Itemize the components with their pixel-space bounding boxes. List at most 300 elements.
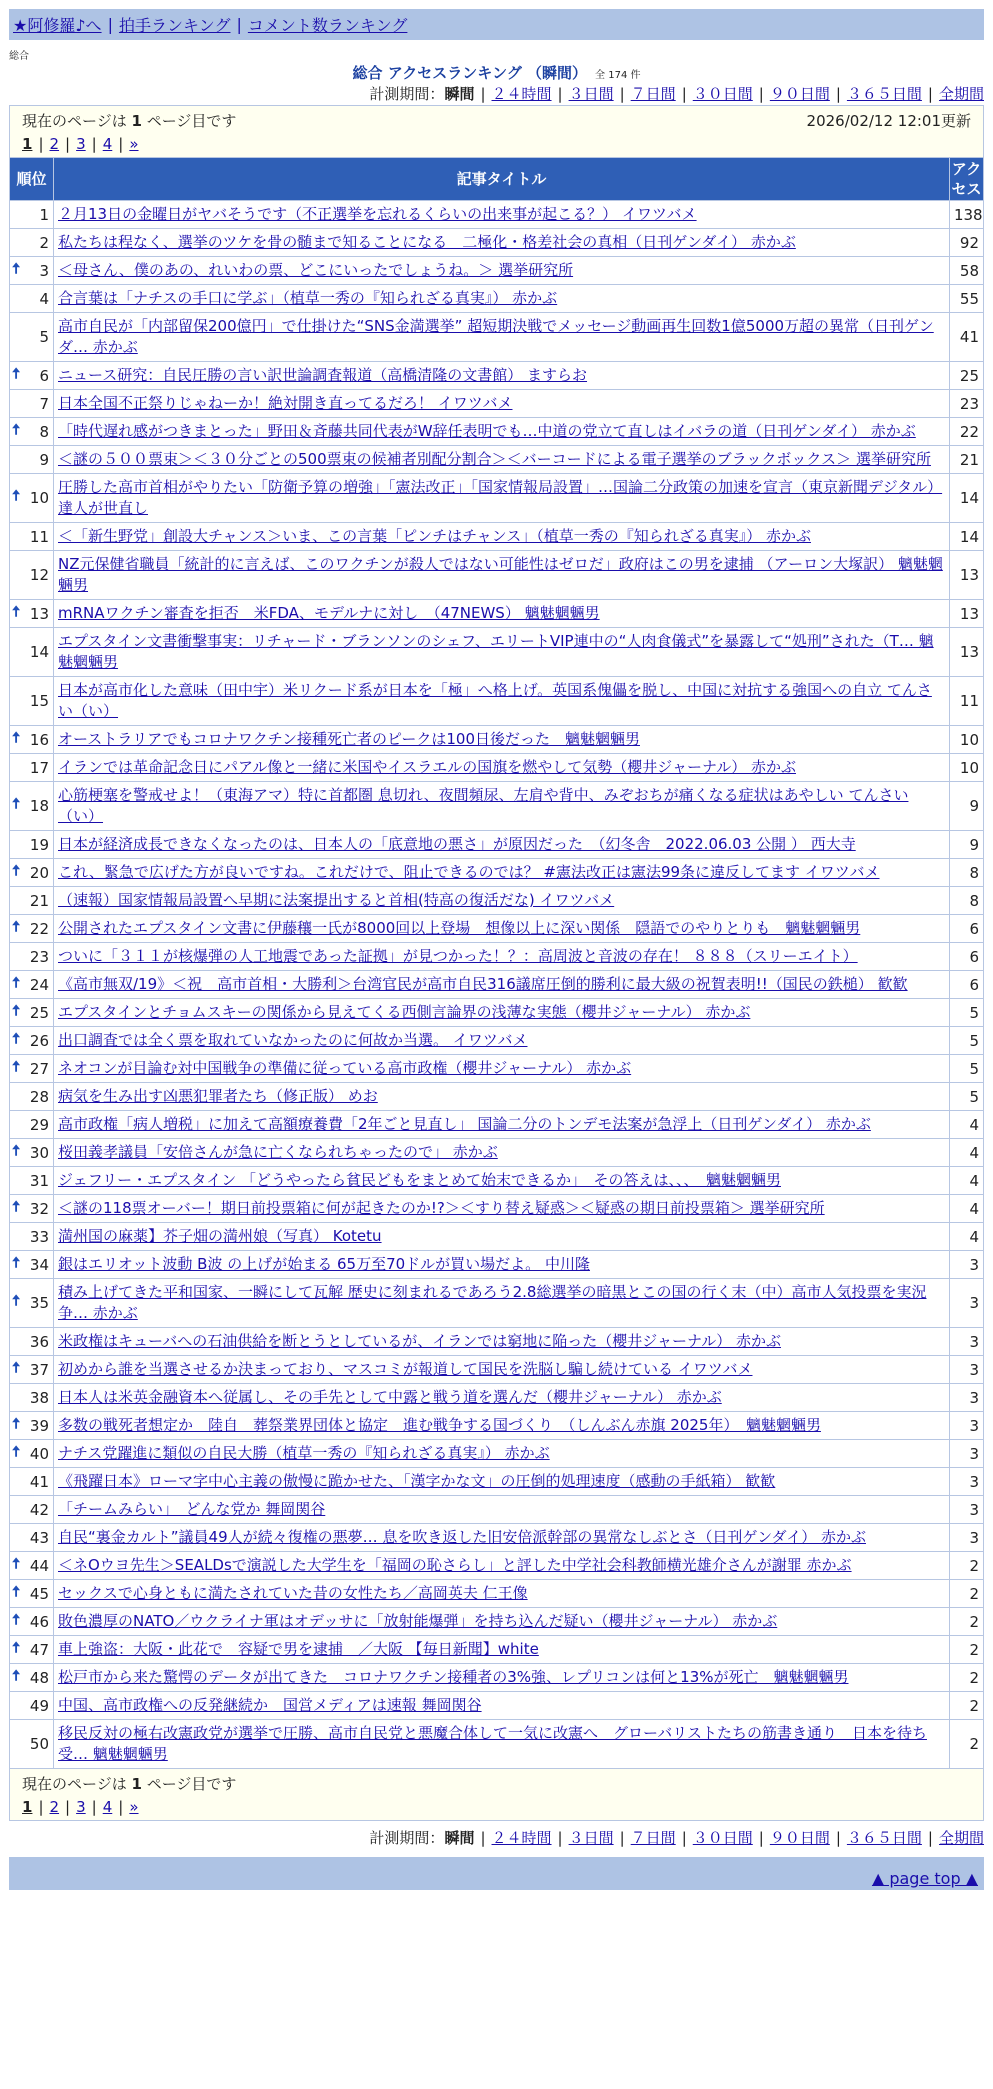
rank-number: 1 [39,205,49,224]
article-link[interactable]: 銀はエリオット波動 B波 の上げが始まる 65万至70ドルが買い場だよ。 中川隆 [58,1255,590,1273]
article-link[interactable]: ＜母さん、僕のあの、れいわの票、どこにいったでしょうね。＞ 選挙研究所 [58,261,574,279]
access-count: 14 [949,474,983,523]
rank-cell [10,285,54,313]
access-count: 5 [949,1027,983,1055]
table-row [10,285,984,313]
rank-number: 15 [29,692,49,710]
access-count: 2 [949,1720,983,1769]
title-cell [54,971,950,999]
rank-cell [10,1111,54,1139]
rank-cell [10,257,54,285]
nav-separator: | [107,15,113,34]
rank-cell [10,1692,54,1720]
access-count: 10 [949,754,983,782]
article-link[interactable]: 車上強盗：大阪・此花で 容疑で男を逮捕 ／大阪 【毎日新聞】white [58,1640,539,1658]
article-link[interactable]: 敗色濃厚のNATO／ウクライナ軍はオデッサに「放射能爆弾」を持ち込んだ疑い（櫻井ジャーナル） 赤かぶ [58,1612,778,1630]
rank-number: 5 [39,328,49,346]
rank-number: 2 [39,233,49,252]
title-cell [54,1279,950,1328]
period-option-link[interactable]: ３６５日間 [846,1829,922,1847]
rank-number: 26 [29,1031,49,1050]
pager-page-2[interactable]: 2 [49,1798,60,1816]
table-row [10,1027,984,1055]
period-separator: | [557,85,563,103]
title-cell [54,1468,950,1496]
period-option-link[interactable]: ９０日間 [769,85,830,103]
title-cell [54,915,950,943]
title-cell [54,229,950,257]
rank-number: 6 [39,366,49,385]
period-current: 瞬間 [444,1829,475,1847]
access-count: 3 [949,1251,983,1279]
title-cell [54,1552,950,1580]
period-option-link[interactable]: ３６５日間 [846,85,922,103]
rank-number: 34 [29,1255,49,1274]
table-row [10,313,984,362]
article-link[interactable]: ＜謎の118票オーバー！期日前投票箱に何が起きたのか!?＞＜すり替え疑惑＞＜疑惑の期日前投票箱＞ 選挙研究所 [58,1199,825,1217]
period-option-link[interactable]: ７日間 [630,85,676,103]
article-link[interactable]: 公開されたエプスタイン文書に伊藤穰一氏が8000回以上登場 想像以上に深い関係 隠語でのやりとりも 魑魅魍魎男 [58,919,861,937]
rank-number: 11 [29,527,49,546]
rank-number: 45 [29,1584,49,1603]
access-count: 6 [949,915,983,943]
article-link[interactable]: ついに「３１１が核爆弾の人工地震であった証拠」が見つかった！？：高周波と音波の存在！ ８８８（スリーエイト） [58,947,858,965]
article-link[interactable]: 《高市無双/19》＜祝 高市首相・大勝利＞台湾官民が高市自民316議席圧倒的勝利に最大級の祝賀表明!!（国民の鉄槌） 歓歓 [58,975,908,993]
rank-number: 30 [29,1143,49,1162]
article-link[interactable]: 圧勝した高市首相がやりたい「防衛予算の増強」「憲法改正」「国家情報局設置」…国論二分政策の加速を宣言（東京新聞デジタル） 達人が世直し [58,478,943,517]
title-cell [54,474,950,523]
period-option-link[interactable]: ２４時間 [491,85,552,103]
rank-number: 41 [29,1472,49,1491]
rank-cell [10,1440,54,1468]
current-page-number: 1 [131,1775,142,1793]
table-row [10,726,984,754]
access-count: 4 [949,1223,983,1251]
rank-cell [10,1328,54,1356]
article-link[interactable]: 病気を生み出す凶悪犯罪者たち（修正版） めお [58,1087,378,1105]
rank-number: 38 [29,1388,49,1407]
rank-number: 10 [29,489,49,507]
article-link[interactable]: 《飛躍日本》ローマ字中心主義の傲慢に跪かせた、「漢字かな文」の圧倒的処理速度（感動の手紙箱） 歓歓 [58,1472,776,1490]
rank-cell [10,201,54,229]
rank-cell [10,313,54,362]
period-separator: | [681,85,687,103]
table-row [10,1139,984,1167]
title-cell [54,523,950,551]
footer-bar [9,1857,984,1890]
pager-separator: | [65,135,71,153]
rank-up-icon: 🠅 [12,1582,21,1600]
title-cell [54,1664,950,1692]
title-cell [54,1384,950,1412]
title-cell [54,1524,950,1552]
title-cell [54,1111,950,1139]
title-cell [54,1580,950,1608]
access-header: アクセス [949,158,983,201]
rank-cell [10,1195,54,1223]
period-option-link[interactable]: ７日間 [630,1829,676,1847]
top-navigation [9,9,984,40]
title-cell [54,1083,950,1111]
article-link[interactable]: ニュース研究：自民圧勝の言い訳世論調査報道（高橋清隆の文書館） ますらお [58,366,588,384]
rank-number: 17 [29,758,49,777]
table-row [10,551,984,600]
pager-page-2[interactable]: 2 [49,135,60,153]
rank-number: 3 [39,261,49,280]
article-link[interactable]: 桜田義孝議員「安倍さんが急に亡くなられちゃったので」 赤かぶ [58,1143,498,1161]
rank-up-icon: 🠅 [12,420,21,438]
rank-up-icon: 🠅 [12,1141,21,1159]
title-cell [54,1223,950,1251]
title-header: 記事タイトル [54,158,950,201]
rank-cell [10,1083,54,1111]
period-separator: | [681,1829,687,1847]
current-page-info: 現在のページは 1 ページ目です [22,112,237,130]
pager-page-4[interactable]: 4 [102,135,113,153]
title-cell [54,600,950,628]
access-count: 5 [949,1083,983,1111]
pager-row [10,106,984,158]
rank-cell [10,831,54,859]
page-title [9,63,984,83]
access-count: 2 [949,1636,983,1664]
title-cell [54,1027,950,1055]
access-count: 5 [949,1055,983,1083]
pager-page-3[interactable]: 3 [76,1798,86,1816]
rank-cell [10,887,54,915]
article-link[interactable]: 私たちは程なく、選挙のツケを骨の髄まで知ることになる 二極化・格差社会の真相（日刊ゲンダイ） 赤かぶ [58,233,796,251]
table-header [10,158,984,201]
updated-timestamp: 2026/02/12 12:01更新 [806,112,971,130]
home-link[interactable]: ★阿修羅♪へ [13,16,102,35]
rank-cell [10,1384,54,1412]
pager-links [22,135,971,153]
rank-number: 9 [39,450,49,469]
total-count: 全 174 件 [595,70,641,81]
rank-number: 24 [29,975,49,994]
article-link[interactable]: 心筋梗塞を警戒せよ！（東海アマ）特に首都圏 息切れ、夜間頻尿、左肩や背中、みぞおちが痛くなる症状はあやしい てんさい（い） [58,786,909,825]
table-row [10,1692,984,1720]
rank-cell [10,523,54,551]
article-link[interactable]: 「時代遅れ感がつきまとった」野田＆斉藤共同代表がW辞任表明でも…中道の党立て直しはイバラの道（日刊ゲンダイ） 赤かぶ [58,422,916,440]
rank-number: 43 [29,1528,49,1547]
period-option-link[interactable]: 全期間 [938,1829,984,1847]
access-count: 4 [949,1111,983,1139]
article-link[interactable]: 移民反対の極右改憲政党が選挙で圧勝、高市自民党と悪魔合体して一気に改憲へ グローバリストたちの筋書き通り 日本を待ち受… 魑魅魍魎男 [58,1724,927,1763]
table-row [10,1608,984,1636]
title-cell [54,362,950,390]
title-cell [54,1167,950,1195]
period-option-link[interactable]: ２４時間 [491,1829,552,1847]
rank-number: 33 [29,1227,49,1246]
rank-header: 順位 [10,158,54,201]
access-count: 55 [949,285,983,313]
title-cell [54,1356,950,1384]
table-row [10,600,984,628]
access-count: 5 [949,999,983,1027]
rank-cell [10,1167,54,1195]
rank-number: 32 [29,1199,49,1218]
access-count: 3 [949,1412,983,1440]
title-cell [54,1608,950,1636]
access-count: 11 [949,677,983,726]
rank-cell [10,782,54,831]
rank-cell [10,1412,54,1440]
rank-cell [10,754,54,782]
period-option-link[interactable]: ３０日間 [692,85,753,103]
title-cell [54,999,950,1027]
rank-up-icon: 🠅 [12,1197,21,1215]
rank-up-icon: 🠅 [12,486,21,505]
article-link[interactable]: オーストラリアでもコロナワクチン接種死亡者のピークは100日後だった 魑魅魍魎男 [58,730,640,748]
access-count: 138 [949,201,983,229]
table-row [10,887,984,915]
rank-number: 42 [29,1500,49,1519]
pager-current-page: 1 [22,1798,33,1816]
article-link[interactable]: 中国、高市政権への反発継続か 国営メディアは速報 舞岡関谷 [58,1696,482,1714]
article-link[interactable]: ネオコンが目論む対中国戦争の準備に従っている高市政権（櫻井ジャーナル） 赤かぶ [58,1059,632,1077]
title-cell [54,1440,950,1468]
rank-number: 12 [29,566,49,584]
pager-separator: | [118,135,124,153]
period-separator: | [927,85,933,103]
period-option-link[interactable]: ９０日間 [769,1829,830,1847]
table-row [10,859,984,887]
access-count: 14 [949,523,983,551]
rank-number: 18 [29,797,49,815]
rank-number: 7 [39,394,49,413]
comment-ranking-link[interactable]: コメント数ランキング [247,16,408,35]
table-row [10,1384,984,1412]
current-page-info-bottom: 現在のページは 1 ページ目です [22,1775,237,1793]
pager-links-bottom [22,1798,971,1816]
article-link[interactable]: 合言葉は「ナチスの手口に学ぶ」（植草一秀の『知られざる真実』） 赤かぶ [58,289,558,307]
article-link[interactable]: 高市自民が「内部留保200億円」で仕掛けた“SNS金満選挙” 超短期決戦でメッセージ動画再生回数1億5000万超の異常（日刊ゲンダ… 赤かぶ [58,317,934,356]
rank-number: 35 [29,1294,49,1312]
table-row [10,1279,984,1328]
rank-cell [10,551,54,600]
pager-page-3[interactable]: 3 [76,135,86,153]
table-row [10,831,984,859]
pager-separator: | [118,1798,124,1816]
article-link[interactable]: 松戸市から来た驚愕のデータが出てきた コロナワクチン接種者の3%強、レプリコンは何と13%が死亡 魑魅魍魎男 [58,1668,849,1686]
table-row [10,1580,984,1608]
access-count: 9 [949,782,983,831]
rank-number: 13 [29,604,49,623]
pager-separator: | [38,135,44,153]
table-row [10,1468,984,1496]
rank-number: 20 [29,863,49,882]
rank-up-icon: 🠅 [12,1442,21,1460]
article-link[interactable]: 米政権はキューバへの石油供給を断とうとしているが、イランでは窮地に陥った（櫻井ジャーナル） 赤かぶ [58,1332,781,1350]
rank-cell [10,1580,54,1608]
pager-next-link[interactable]: » [129,135,139,153]
table-row [10,1664,984,1692]
article-link[interactable]: エプスタイン文書衝撃事実：リチャード・ブランソンのシェフ、エリートVIP連中の“人肉食儀式”を暴露して“処刑”された（T… 魑魅魍魎男 [58,632,934,671]
title-cell [54,1496,950,1524]
title-cell [54,1720,950,1769]
article-link[interactable]: エプスタインとチョムスキーの関係から見えてくる西側言論界の浅薄な実態（櫻井ジャーナル） 赤かぶ [58,1003,751,1021]
rank-cell [10,229,54,257]
table-row [10,1412,984,1440]
rank-number: 25 [29,1003,49,1022]
pager-separator: | [91,1798,97,1816]
access-count: 92 [949,229,983,257]
article-link[interactable]: 出口調査では全く票を取れていなかったのに何故か当選。 イワツバメ [58,1031,528,1049]
table-row [10,1251,984,1279]
table-row [10,677,984,726]
access-count: 4 [949,1167,983,1195]
title-cell [54,782,950,831]
title-cell [54,1195,950,1223]
rank-up-icon: 🠅 [12,1554,21,1572]
table-row [10,1524,984,1552]
article-link[interactable]: ２月13日の金曜日がヤバそうです（不正選挙を忘れるくらいの出来事が起こる？） イワツバメ [58,205,697,223]
title-cell [54,390,950,418]
article-link[interactable]: mRNAワクチン審査を拒否 米FDA、モデルナに対し （47NEWS） 魑魅魍魎男 [58,604,600,622]
rank-cell [10,1251,54,1279]
title-cell [54,1636,950,1664]
page-title-text: 総合 アクセスランキング （瞬間） [352,64,588,82]
title-cell [54,1412,950,1440]
article-link[interactable]: ＜謎の５００票束＞＜３０分ごとの500票束の候補者別配分割合＞＜バーコードによる電子選挙のブラックボックス＞ 選挙研究所 [58,450,931,468]
rank-cell [10,1720,54,1769]
period-separator: | [557,1829,563,1847]
period-option-link[interactable]: 全期間 [938,85,984,103]
table-row [10,390,984,418]
period-selector [9,83,984,105]
rank-cell [10,390,54,418]
rank-number: 28 [29,1087,49,1106]
access-count: 3 [949,1384,983,1412]
article-link[interactable]: ＜ネOウヨ先生＞SEALDsで演説した大学生を「福岡の恥さらし」と評した中学社会科教師横光雄介さんが謝罪 赤かぶ [58,1556,852,1574]
rank-up-icon: 🠅 [12,861,21,879]
rank-cell [10,1608,54,1636]
pager-next-link[interactable]: » [129,1798,139,1816]
period-separator: | [480,1829,486,1847]
period-separator: | [758,1829,764,1847]
article-link[interactable]: ＜「新生野党」創設大チャンス＞いま、この言葉「ピンチはチャンス」（植草一秀の『知られざる真実』） 赤かぶ [58,527,811,545]
rank-up-icon: 🠅 [12,1358,21,1376]
table-row [10,1223,984,1251]
rank-cell [10,677,54,726]
access-count: 4 [949,1195,983,1223]
period-separator: | [480,85,486,103]
article-link[interactable]: （速報）国家情報局設置へ早期に法案提出すると首相(特高の復活だな) イワツバメ [58,891,615,909]
title-cell [54,859,950,887]
access-count: 13 [949,628,983,677]
article-link[interactable]: 日本が高市化した意味（田中宇）米リクード系が日本を「極」へ格上げ。英国系傀儡を脱し、中国に対抗する強国への自立 てんさい（い） [58,681,932,720]
article-link[interactable]: 日本が経済成長できなくなったのは、日本人の「底意地の悪さ」が原因だった （幻冬舎 2022.06.03 公開 ） 西大寺 [58,835,856,853]
pager-separator: | [65,1798,71,1816]
period-separator: | [927,1829,933,1847]
rank-number: 47 [29,1640,49,1659]
table-row [10,1195,984,1223]
access-count: 6 [949,971,983,999]
title-cell [54,754,950,782]
article-link[interactable]: 高市政権「病人増税」に加えて高額療養費「2年ごと見直し」 国論二分のトンデモ法案が急浮上（日刊ゲンダイ） 赤かぶ [58,1115,871,1133]
title-cell [54,1251,950,1279]
access-count: 58 [949,257,983,285]
article-link[interactable]: 初めから誰を当選させるか決まっており、マスコミが報道して国民を洗脳し騙し続けている イワツバメ [58,1360,753,1378]
period-option-link[interactable]: ３日間 [568,85,614,103]
table-row [10,201,984,229]
period-separator: | [835,85,841,103]
title-cell [54,446,950,474]
article-link[interactable]: 満州国の麻薬】芥子畑の満州娘（写真） Kotetu [58,1227,382,1245]
table-row [10,782,984,831]
article-link[interactable]: これ、緊急で広げた方が良いですね。これだけで、阻止できるのでは？ #憲法改正は憲法99条に違反してます イワツバメ [58,863,880,881]
rank-up-icon: 🠅 [12,1029,21,1047]
title-cell [54,285,950,313]
rank-up-icon: 🠅 [12,1001,21,1019]
article-link[interactable]: 日本人は米英金融資本へ従属し、その手先として中露と戦う道を選んだ（櫻井ジャーナル） 赤かぶ [58,1388,722,1406]
clap-ranking-link[interactable]: 拍手ランキング [118,16,231,35]
rank-cell [10,943,54,971]
title-cell [54,1055,950,1083]
table-row [10,1083,984,1111]
period-separator: | [758,85,764,103]
breadcrumb: 総合 [9,51,29,62]
rank-up-icon: 🠅 [12,1291,21,1310]
rank-number: 40 [29,1444,49,1463]
table-row [10,1111,984,1139]
rank-cell [10,418,54,446]
table-row [10,523,984,551]
rank-number: 27 [29,1059,49,1078]
article-link[interactable]: 積み上げてきた平和国家、一瞬にして瓦解 歴史に刻まれるであろう2.8総選挙の暗黒とこの国の行く末（中）高市人気投票を実況争… 赤かぶ [58,1283,927,1322]
article-link[interactable]: 「チームみらい」 どんな党か 舞岡関谷 [58,1500,326,1518]
period-option-link[interactable]: ３０日間 [692,1829,753,1847]
article-link[interactable]: イランでは革命記念日にパアル像と一緒に米国やイスラエルの国旗を燃やして気勢（櫻井ジャーナル） 赤かぶ [58,758,796,776]
access-count: 13 [949,551,983,600]
rank-cell [10,859,54,887]
access-count: 8 [949,887,983,915]
rank-cell [10,1223,54,1251]
article-link[interactable]: 日本全国不正祭りじゃねーか！絶対開き直ってるだろ！ イワツバメ [58,394,513,412]
title-cell [54,201,950,229]
table-row [10,1552,984,1580]
page-top-link[interactable]: ▲ page top ▲ [871,1869,978,1888]
article-link[interactable]: ジェフリー・エプスタイン 「どうやったら貧民どもをまとめて始末できるか」 その答えは、、、 魑魅魍魎男 [58,1171,781,1189]
article-link[interactable]: 自民“裏金カルト”議員49人が続々復権の悪夢… 息を吹き返した旧安倍派幹部の異常なしぶとさ（日刊ゲンダイ） 赤かぶ [58,1528,866,1546]
rank-cell [10,1552,54,1580]
title-cell [54,418,950,446]
article-link[interactable]: セックスで心身ともに満たされていた昔の女性たち／高岡英夫 仁王像 [58,1584,528,1602]
period-option-link[interactable]: ３日間 [568,1829,614,1847]
rank-number: 4 [39,289,49,308]
rank-up-icon: 🠅 [12,1666,21,1684]
access-count: 4 [949,1139,983,1167]
title-cell [54,257,950,285]
rank-cell [10,600,54,628]
rank-number: 22 [29,919,49,938]
table-row [10,1496,984,1524]
period-separator: | [835,1829,841,1847]
rank-number: 16 [29,730,49,749]
rank-number: 48 [29,1668,49,1687]
article-link[interactable]: 多数の戦死者想定か 陸自 葬祭業界団体と協定 進む戦争する国づくり （しんぶん赤旗 2025年） 魑魅魍魎男 [58,1416,821,1434]
rank-number: 37 [29,1360,49,1379]
access-count: 3 [949,1524,983,1552]
rank-up-icon: 🠅 [12,602,21,620]
rank-number: 39 [29,1416,49,1435]
rank-number: 36 [29,1332,49,1351]
article-link[interactable]: NZ元保健省職員「統計的に言えば、このワクチンが殺人ではない可能性はゼロだ」政府はこの男を逮捕 （アーロン大塚訳） 魑魅魍魎男 [58,555,943,594]
article-link[interactable]: ナチス党躍進に類似の自民大勝（植草一秀の『知られざる真実』） 赤かぶ [58,1444,550,1462]
access-count: 25 [949,362,983,390]
pager-page-4[interactable]: 4 [102,1798,113,1816]
